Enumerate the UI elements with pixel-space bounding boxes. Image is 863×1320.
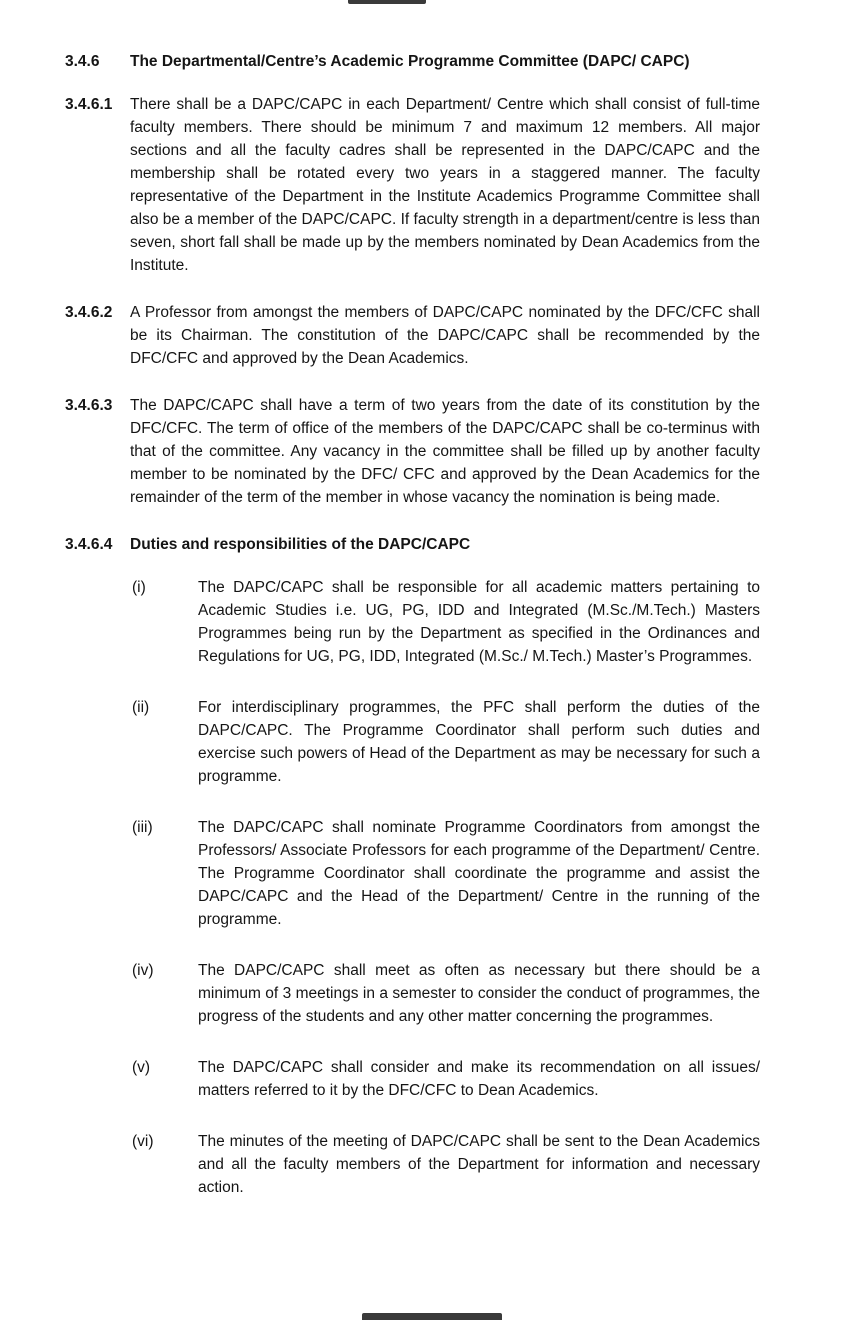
list-item	[132, 959, 760, 1028]
list-item-label: (vi)	[132, 1133, 154, 1150]
list-item-label: (iii)	[132, 819, 153, 836]
page-edge-artifact-bottom	[362, 1313, 502, 1320]
page-edge-artifact-top	[348, 0, 426, 4]
list-item	[132, 1056, 760, 1102]
paragraph-number: 3.4.6.1	[65, 96, 113, 113]
paragraph-text: The DAPC/CAPC shall have a term of two years from the date of its constitution by the DFC/CFC. The term of office of the members of the DAPC/CAPC shall be co-terminus with that of the committee. Any vacancy in the committee shall be filled up by another faculty member to be nominated by the DFC/ CFC and approved by the Dean Academics for the remainder of the term of the member in whose vacancy the nomination is being made.	[130, 397, 760, 506]
paragraph	[65, 394, 760, 509]
paragraph-number: 3.4.6.2	[65, 304, 113, 321]
list-item-text: The minutes of the meeting of DAPC/CAPC shall be sent to the Dean Academics and all the faculty members of the Department for information and necessary action.	[198, 1133, 760, 1196]
section-heading	[65, 50, 760, 73]
list-item	[132, 696, 760, 788]
list-item	[132, 816, 760, 931]
list-item-text: The DAPC/CAPC shall nominate Programme Coordinators from amongst the Professors/ Associate Professors for each programme of the Department/ Centre. The Programme Coordinator shall coordinate the programme and assist the DAPC/CAPC and the Head of the Department/ Centre in the running of the programme.	[198, 819, 760, 928]
list-item-label: (i)	[132, 579, 146, 596]
list-item-text: The DAPC/CAPC shall be responsible for all academic matters pertaining to Academic Studies i.e. UG, PG, IDD and Integrated (M.Sc./M.Tech.) Masters Programmes being run by the Department as specified in the Ordinances and Regulations for UG, PG, IDD, Integrated (M.Sc./ M.Tech.) Master’s Programmes.	[198, 579, 760, 665]
paragraph	[65, 93, 760, 277]
subsection-title: Duties and responsibilities of the DAPC/CAPC	[130, 536, 471, 553]
list-item-label: (iv)	[132, 962, 154, 979]
paragraph-number: 3.4.6.3	[65, 397, 113, 414]
list-item-label: (v)	[132, 1059, 151, 1076]
list-item-text: The DAPC/CAPC shall consider and make its recommendation on all issues/ matters referred to it by the DFC/CFC to Dean Academics.	[198, 1059, 760, 1099]
list-item	[132, 1130, 760, 1199]
list-item	[132, 576, 760, 668]
subsection-number: 3.4.6.4	[65, 536, 113, 553]
list-item-text: For interdisciplinary programmes, the PFC shall perform the duties of the DAPC/CAPC. The Programme Coordinator shall perform such duties and exercise such powers of Head of the Department as may be necessary for such a programme.	[198, 699, 760, 785]
section-title: The Departmental/Centre’s Academic Programme Committee (DAPC/ CAPC)	[130, 53, 690, 70]
list-item-label: (ii)	[132, 699, 150, 716]
section-number: 3.4.6	[65, 53, 100, 70]
subsection-heading	[65, 533, 760, 556]
paragraph-text: A Professor from amongst the members of DAPC/CAPC nominated by the DFC/CFC shall be its Chairman. The constitution of the DAPC/CAPC shall be recommended by the DFC/CFC and approved by the Dean Academics.	[130, 304, 760, 367]
duties-list	[132, 576, 760, 1199]
paragraph-text: There shall be a DAPC/CAPC in each Department/ Centre which shall consist of full-time faculty members. There should be minimum 7 and maximum 12 members. All major sections and all the faculty cadres shall be represented in the DAPC/CAPC and the membership shall be rotated every two years in a staggered manner. The faculty representative of the Department in the Institute Academics Programme Committee shall also be a member of the DAPC/CAPC. If faculty strength in a department/centre is less than seven, short fall shall be made up by the members nominated by Dean Academics from the Institute.	[130, 96, 760, 274]
paragraph	[65, 301, 760, 370]
list-item-text: The DAPC/CAPC shall meet as often as necessary but there should be a minimum of 3 meetings in a semester to consider the conduct of programmes, the progress of the students and any other matter concerning the programmes.	[198, 962, 760, 1025]
